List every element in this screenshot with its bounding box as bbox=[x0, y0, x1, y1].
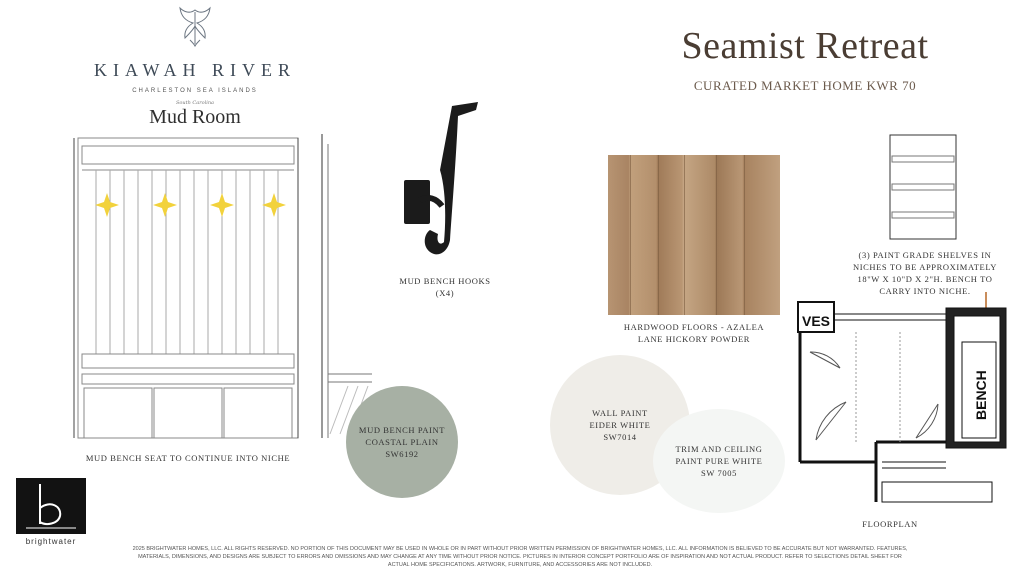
wall-paint-line1: WALL PAINT bbox=[592, 408, 648, 418]
shelves-note-line1: (3) PAINT GRADE SHELVES IN bbox=[858, 250, 992, 260]
trim-paint-swatch bbox=[653, 409, 785, 513]
hook-marker-star-icon bbox=[153, 193, 177, 217]
plan-bench-label: BENCH bbox=[973, 370, 989, 420]
page-subtitle: CURATED MARKET HOME KWR 70 bbox=[693, 78, 917, 93]
mud-bench-hook-icon bbox=[398, 100, 488, 260]
bench-paint-line3: SW6192 bbox=[385, 449, 419, 459]
floor-label-line2: LANE HICKORY POWDER bbox=[637, 334, 751, 344]
wall-paint-line3: SW7014 bbox=[603, 432, 637, 442]
legal-line1: 2025 BRIGHTWATER HOMES, LLC. ALL RIGHTS RESERVED. NO PORTION OF THIS DOCUMENT MAY BE USED IN WHOLE OR IN PART WITHOUT PRIOR WRITTEN PERMISSION OF BRIGHTWATER HOMES, LLC. ALL INFORMATION IS BELIEVED TO BE ACCURATE BUT NOT WARRANTED. FEATURES, bbox=[132, 546, 908, 552]
legal-disclaimer bbox=[120, 545, 920, 569]
brightwater-logo-text: brightwater bbox=[25, 537, 77, 546]
hook-marker-star-icon bbox=[210, 193, 234, 217]
brand-name: KIAWAH RIVER bbox=[93, 60, 297, 80]
bench-paint-line2: COASTAL PLAIN bbox=[365, 437, 439, 447]
legal-line2: MATERIALS, DIMENSIONS, AND DESIGNS ARE SUBJECT TO ERRORS AND OMISSIONS AND MAY CHANGE AT ANY TIME WITHOUT PRIOR NOTICE. PICTURES IN INTERIOR CONCEPT PORTFOLIO ARE OF INSPIRATION AND NOT ACTUAL PRODUCT. REFER TO SELECTIONS DETAIL SHEET FOR bbox=[138, 554, 902, 560]
bench-paint-line1: MUD BENCH PAINT bbox=[358, 425, 446, 435]
mud-bench-elevation bbox=[72, 134, 304, 442]
wall-paint-line2: EIDER WHITE bbox=[589, 420, 651, 430]
niche-section-drawing bbox=[318, 134, 372, 442]
shelves-note-line2: NICHES TO BE APPROXIMATELY bbox=[852, 262, 998, 272]
trim-paint-line3: SW 7005 bbox=[701, 468, 737, 478]
kiawah-logo-icon bbox=[172, 4, 218, 48]
page-title: Seamist Retreat bbox=[681, 25, 929, 67]
floorplan-label: FLOORPLAN bbox=[862, 519, 918, 529]
trim-paint-line2: PAINT PURE WHITE bbox=[675, 456, 763, 466]
hook-markers bbox=[94, 192, 290, 218]
bench-niche-label: MUD BENCH SEAT TO CONTINUE INTO NICHE bbox=[85, 453, 291, 463]
room-title: Mud Room bbox=[149, 106, 241, 128]
hook-marker-star-icon bbox=[262, 193, 286, 217]
brand-script: South Carolina bbox=[175, 100, 215, 106]
trim-paint-line1: TRIM AND CEILING bbox=[675, 444, 763, 454]
bench-paint-swatch bbox=[346, 386, 458, 498]
floor-label-line1: HARDWOOD FLOORS - AZALEA bbox=[623, 322, 765, 332]
hooks-label-line1: MUD BENCH HOOKS bbox=[399, 276, 491, 286]
shelves-note-line4: CARRY INTO NICHE. bbox=[879, 286, 971, 296]
legal-line3: ACTUAL HOME SPECIFICATIONS. ARTWORK, FURNITURE, AND ACCESSORIES ARE NOT INCLUDED. bbox=[387, 562, 653, 568]
hooks-label-line2: (X4) bbox=[435, 288, 455, 298]
hardwood-floor-photo bbox=[608, 155, 780, 315]
shelves-note bbox=[830, 249, 1020, 297]
shelves-note-line3: 18"W X 10"D X 2"H. BENCH TO bbox=[857, 274, 993, 284]
floorplan-drawing bbox=[796, 292, 1010, 514]
floor-label bbox=[594, 321, 794, 345]
plan-ves-label: VES bbox=[802, 313, 831, 329]
niche-shelves-drawing bbox=[889, 134, 957, 240]
brightwater-logo-icon bbox=[16, 478, 86, 534]
brand-subtitle: CHARLESTON SEA ISLANDS bbox=[132, 88, 258, 94]
hooks-label bbox=[385, 275, 505, 299]
hook-marker-star-icon bbox=[95, 193, 119, 217]
